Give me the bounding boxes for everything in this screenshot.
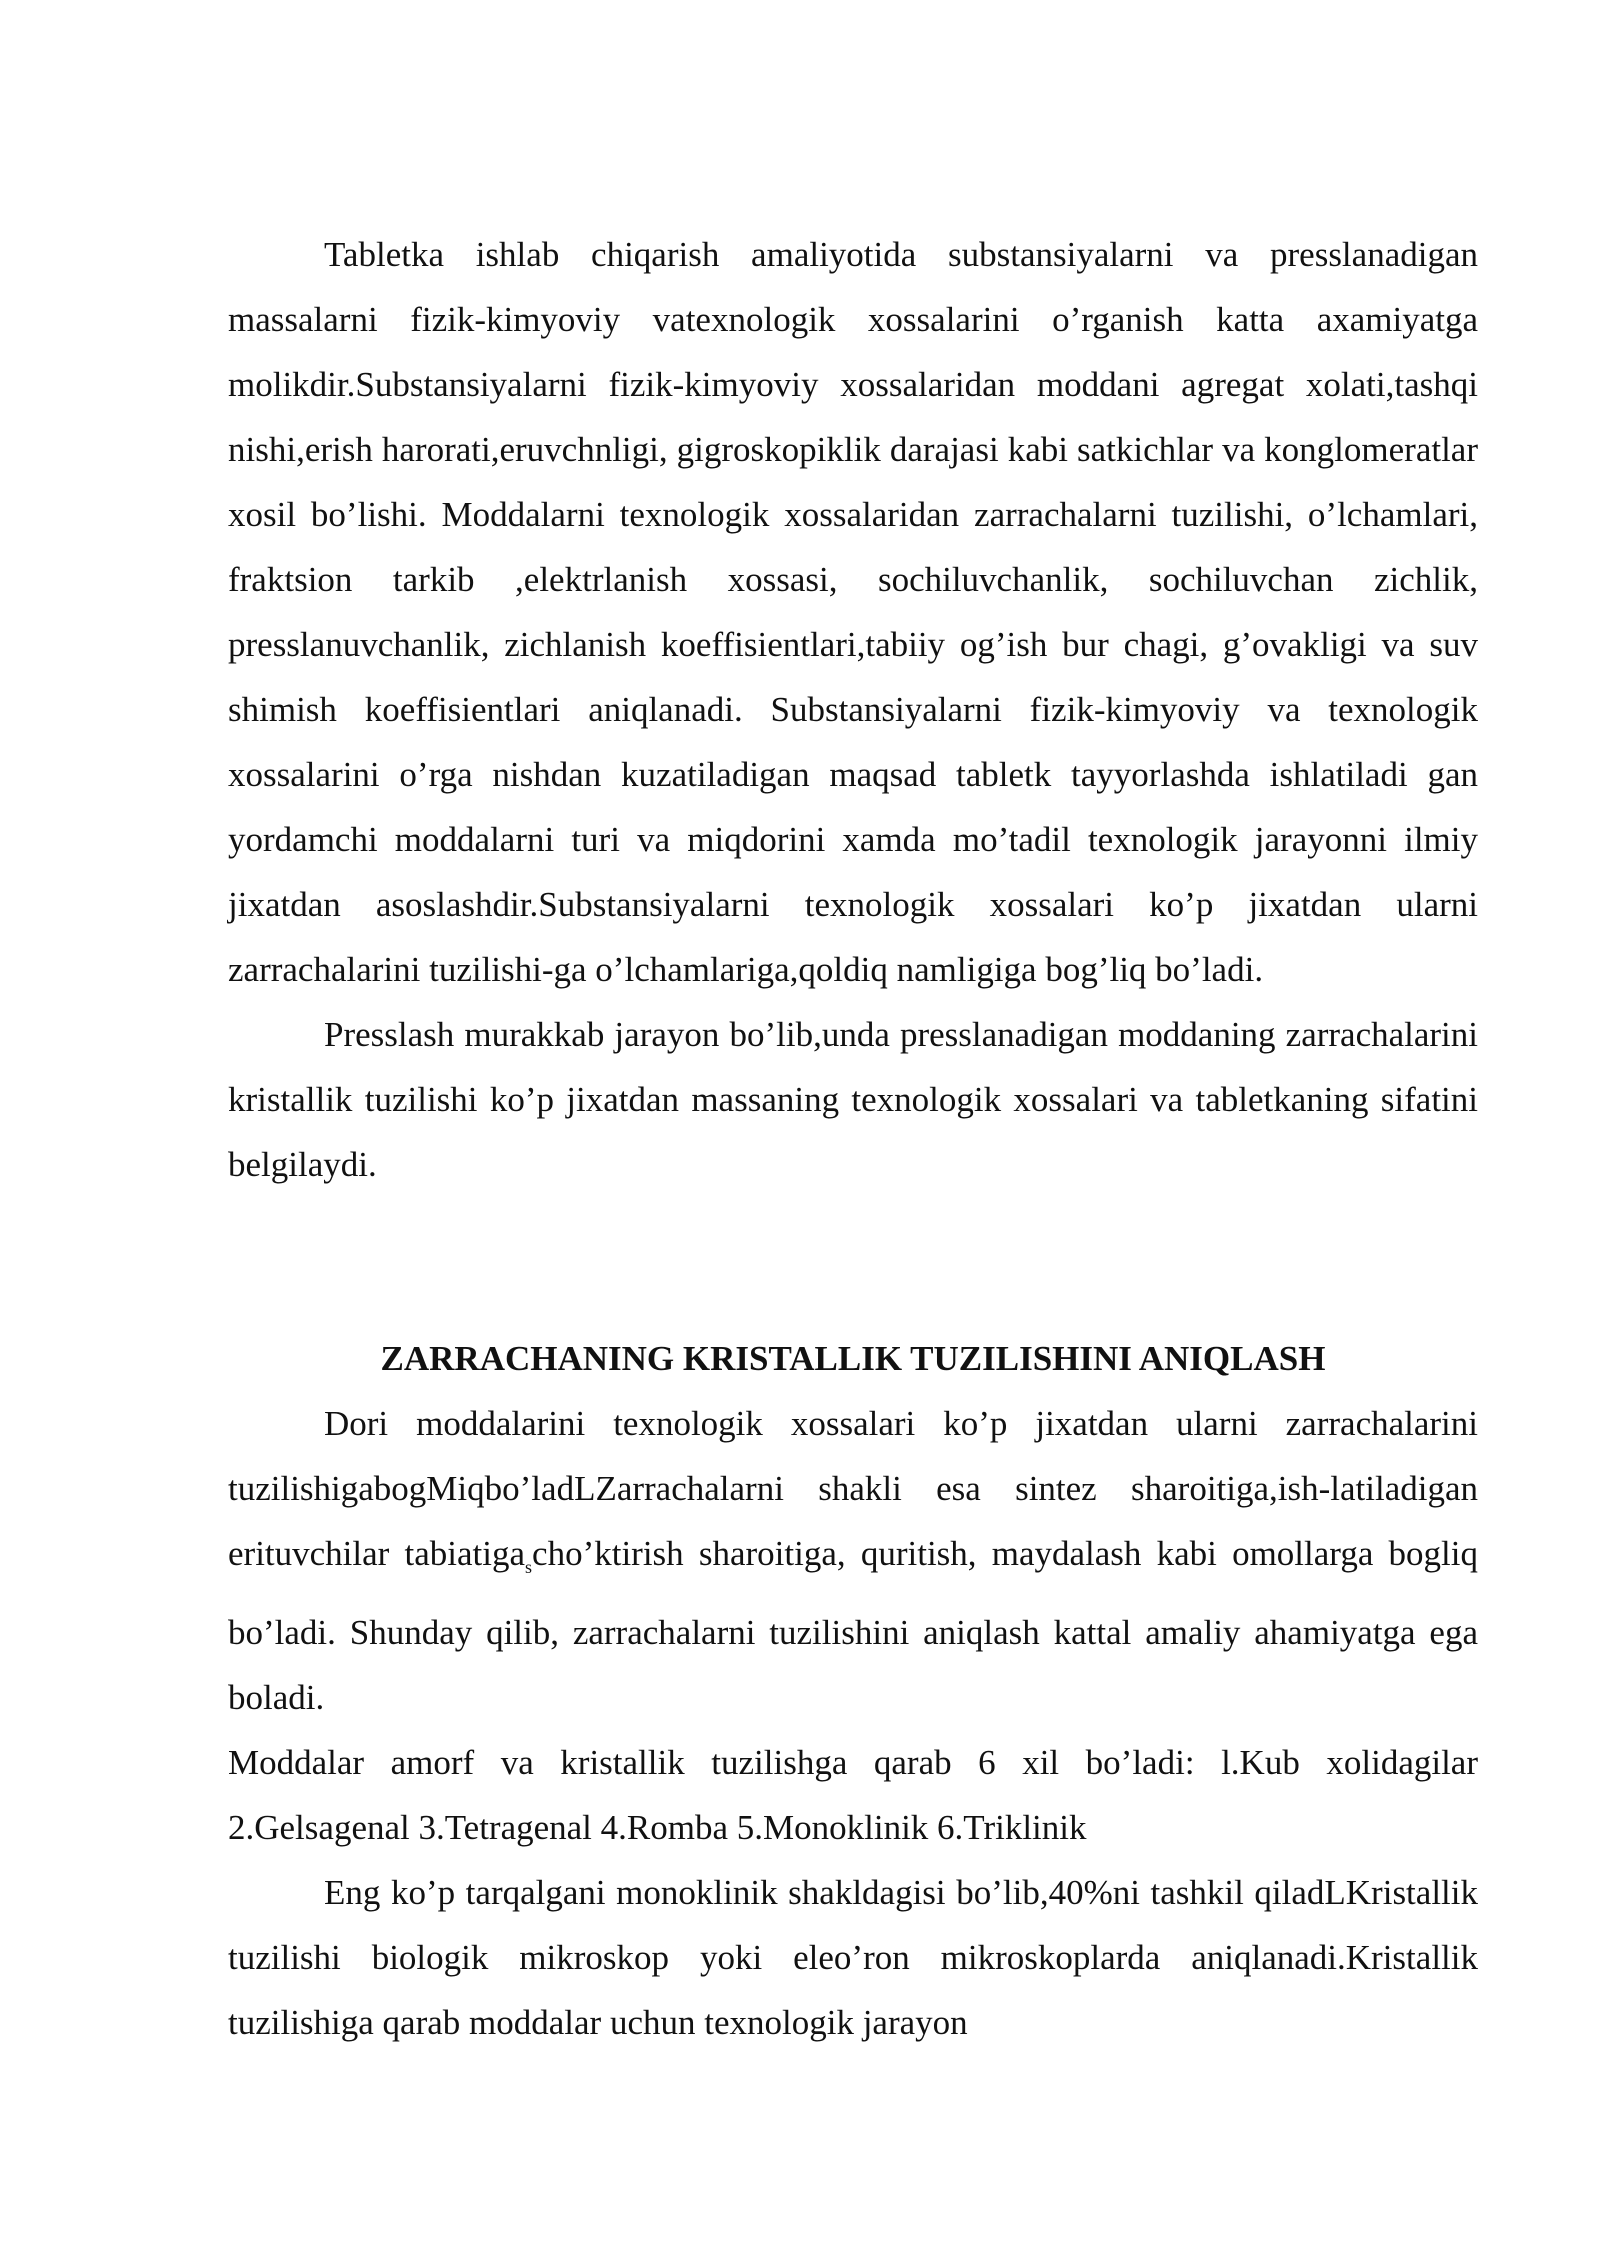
paragraph-particle-structure-rest: cho’ktirish sharoitiga, quritish, maydalash kabi omollarga bogliq bo’ladi. Shunday qilib, zarrachalarni tuzilishini aniqlash kattal amaliy ahamiyatga ega boladi. — [228, 1534, 1478, 1717]
paragraph-monoclinic: Eng ko’p tarqalgani monoklinik shakldagisi bo’lib,40%ni tashkil qiladLKristallik tuzilishi biologik mikroskop yoki eleo’ron mikroskoplarda aniqlanadi.Kristallik tuzilishiga qarab moddalar uchun texnologik jarayon — [228, 1873, 1478, 2042]
paragraph-pressing: Presslash murakkab jarayon bo’lib,unda presslanadigan moddaning zarrachalarini kristallik tuzilishi ko’p jixatdan massaning texnologik xossalari va tabletkaning sifatini belgilaydi. — [228, 1015, 1478, 1184]
subscript-mark: s — [525, 1557, 533, 1577]
paragraph-crystal-types: Moddalar amorf va kristallik tuzilishga qarab 6 xil bo’ladi: l.Kub xolidagilar 2.Gelsagenal 3.Tetragenal 4.Romba 5.Monoklinik 6.Triklinik — [228, 1743, 1478, 1847]
paragraph-tablet-production: Tabletka ishlab chiqarish amaliyotida substansiyalarni va presslanadigan massalarni fizik-kimyoviy vatexnologik xossalarini o’rganish katta axamiyatga molikdir.Substansiyalarni fizik-kimyoviy xossalaridan moddani agregat xolati,tashqi nishi,erish harorati,eruvchnligi, gigroskopiklik darajasi kabi satkichlar va konglomeratlar xosil bo’lishi. Moddalarni texnologik xossalaridan zarrachalarni tuzilishi, o’lchamlari, fraktsion tarkib ,elektrlanish xossasi, sochiluvchanlik, sochiluvchan zichlik, presslanuvchanlik, zichlanish koeffisientlari,tabiiy og’ish bur chagi, g’ovakligi va suv shimish koeffisientlari aniqlanadi. Substansiyalarni fizik-kimyoviy va texnologik xossalarini o’rga nishdan kuzatiladigan maqsad tabletk tayyorlashda ishlatiladi gan yordamchi moddalarni turi va miqdorini xamda mo’tadil texnologik jarayonni ilmiy jixatdan asoslashdir.Substansiyalarni texnologik xossalari ko’p jixatdan ularni zarrachalarini tuzilishi-ga o’lchamlariga,qoldiq namligiga bog’liq bo’ladi. — [228, 235, 1478, 989]
paragraph-particle-structure-text: Dori moddalarini texnologik xossalari ko’p jixatdan ularni zarrachalarini tuzilishigabogMiqbo’ladLZarrachalarni shakli esa sintez sharoitiga,ish-latiladigan erituvchilar tabiatiga — [228, 1404, 1478, 1573]
document-page — [228, 222, 1478, 2055]
section-heading: ZARRACHANING KRISTALLIK TUZILISHINI ANIQLASH — [380, 1339, 1326, 1378]
paragraph-particle-structure — [228, 1391, 1478, 1730]
